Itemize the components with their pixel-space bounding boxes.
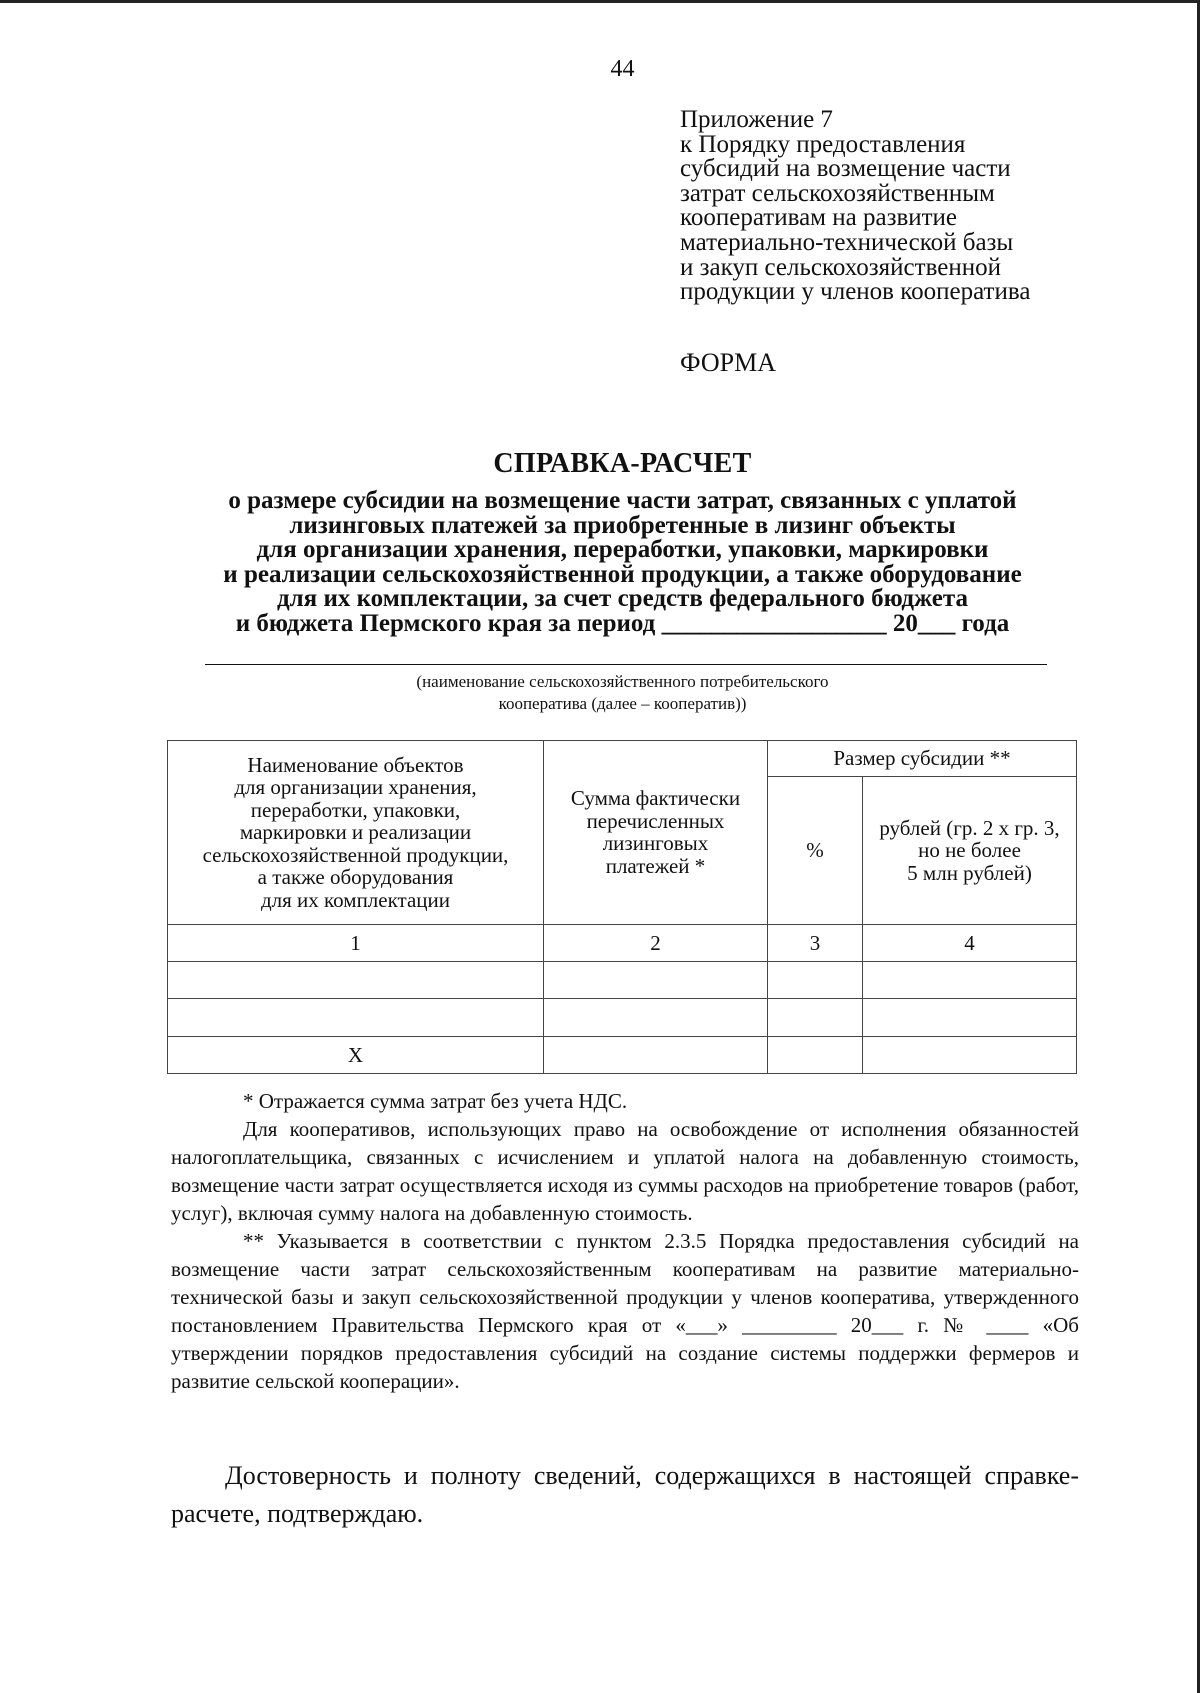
table-cell[interactable] bbox=[544, 1036, 768, 1073]
header-line: а также оборудования bbox=[257, 865, 454, 890]
appendix-block bbox=[680, 108, 1030, 305]
header-line: перечисленных bbox=[586, 808, 725, 833]
form-label: ФОРМА bbox=[680, 348, 776, 377]
scan-edge-top bbox=[0, 0, 1200, 3]
header-line: рублей (гр. 2 х гр. 3, bbox=[879, 815, 1060, 840]
document-subtitle bbox=[0, 489, 1200, 636]
subtitle-line: для их комплектации, за счет средств федерального бюджета bbox=[277, 585, 968, 612]
confirmation-statement bbox=[171, 1457, 1079, 1533]
column-number: 1 bbox=[168, 924, 544, 961]
table-cell[interactable] bbox=[544, 961, 768, 998]
table-cell[interactable] bbox=[863, 999, 1077, 1036]
organization-name-field-line bbox=[205, 664, 1047, 665]
table-row bbox=[168, 961, 1077, 998]
caption-line: (наименование сельскохозяйственного потребительского bbox=[416, 672, 829, 691]
header-object-names bbox=[168, 741, 544, 925]
subsidy-table bbox=[167, 740, 1077, 1074]
table-cell[interactable] bbox=[863, 961, 1077, 998]
appendix-line: и закуп сельскохозяйственной bbox=[680, 253, 1001, 281]
subtitle-line: о размере субсидии на возмещение части затрат, связанных с уплатой bbox=[228, 487, 1017, 514]
subtitle-line: для организации хранения, переработки, упаковки, маркировки bbox=[256, 536, 989, 563]
table-cell[interactable] bbox=[863, 1036, 1077, 1073]
header-line: сельскохозяйственной продукции, bbox=[202, 842, 509, 867]
page-number: 44 bbox=[610, 56, 635, 82]
appendix-line: к Порядку предоставления bbox=[680, 130, 966, 158]
header-line: 5 млн рублей) bbox=[907, 860, 1032, 885]
organization-caption bbox=[0, 671, 1200, 715]
header-line: платежей * bbox=[605, 853, 706, 878]
confirmation-text: Достоверность и полноту сведений, содержащихся в настоящей справке-расчете, подтверждаю. bbox=[171, 1461, 1079, 1528]
column-number: 2 bbox=[544, 924, 768, 961]
footnotes bbox=[171, 1087, 1079, 1395]
column-number: 4 bbox=[863, 924, 1077, 961]
subtitle-line: лизинговых платежей за приобретенные в лизинг объекты bbox=[289, 511, 956, 539]
appendix-line: продукции у членов кооператива bbox=[680, 278, 1031, 306]
table-cell[interactable] bbox=[768, 1036, 863, 1073]
subtitle-line: и реализации сельскохозяйственной продукции, а также оборудование bbox=[223, 560, 1022, 588]
appendix-line: Приложение 7 bbox=[680, 106, 833, 133]
table-cell[interactable] bbox=[544, 999, 768, 1036]
total-row-label: Х bbox=[168, 1036, 544, 1073]
table-cell[interactable] bbox=[168, 999, 544, 1036]
header-line: Наименование объектов bbox=[247, 752, 464, 777]
total-row bbox=[168, 1036, 1077, 1073]
column-number-row bbox=[168, 924, 1077, 961]
header-percent: % bbox=[768, 777, 863, 924]
header-leasing-payments bbox=[544, 741, 768, 925]
header-line: маркировки и реализации bbox=[239, 820, 472, 845]
header-line: переработки, упаковки, bbox=[250, 797, 461, 822]
appendix-line: затрат сельскохозяйственным bbox=[680, 179, 995, 207]
header-line: Сумма фактически bbox=[570, 786, 741, 811]
appendix-line: материально-технической базы bbox=[680, 228, 1014, 256]
appendix-line: субсидий на возмещение части bbox=[680, 155, 1011, 183]
header-rubles bbox=[863, 777, 1077, 924]
footnote-subsidy-size: ** Указывается в соответствии с пунктом 2.3.5 Порядка предоставления субсидий на возмещение части затрат сельскохозяйственным кооперативам на развитие материально-технической базы и закуп сельскохозяйственной продукции у членов кооператива, утвержденного постановлением Правительства Пермского края от «___» _________ 20___ г. № ____ «Об утверждении порядков предоставления субсидий на создание системы поддержки фермеров и развитие сельской кооперации». bbox=[171, 1229, 1079, 1393]
table-cell[interactable] bbox=[768, 961, 863, 998]
document-title: СПРАВКА-РАСЧЕТ bbox=[493, 448, 752, 479]
table-cell[interactable] bbox=[168, 961, 544, 998]
header-line: для их комплектации bbox=[260, 887, 451, 912]
table-row bbox=[168, 999, 1077, 1036]
column-number: 3 bbox=[768, 924, 863, 961]
header-line: лизинговых bbox=[602, 831, 709, 856]
header-subsidy-size: Размер субсидии ** bbox=[768, 741, 1077, 777]
footnote-vat: * Отражается сумма затрат без учета НДС. bbox=[243, 1089, 628, 1113]
footnote-vat-exemption: Для кооперативов, использующих право на освобождение от исполнения обязанностей налогоплательщика, связанных с исчислением и уплатой налога на добавленную стоимость, возмещение части затрат осуществляется исходя из суммы расходов на приобретение товаров (работ, услуг), включая сумму налога на добавленную стоимость. bbox=[171, 1117, 1079, 1225]
header-line: для организации хранения, bbox=[234, 775, 477, 800]
table-cell[interactable] bbox=[768, 999, 863, 1036]
subtitle-line: и бюджета Пермского края за период __________________ 20___ года bbox=[235, 609, 1010, 637]
appendix-line: кооперативам на развитие bbox=[680, 204, 958, 232]
header-line: но не более bbox=[918, 838, 1021, 863]
caption-line: кооператива (далее – кооператив)) bbox=[498, 694, 747, 713]
